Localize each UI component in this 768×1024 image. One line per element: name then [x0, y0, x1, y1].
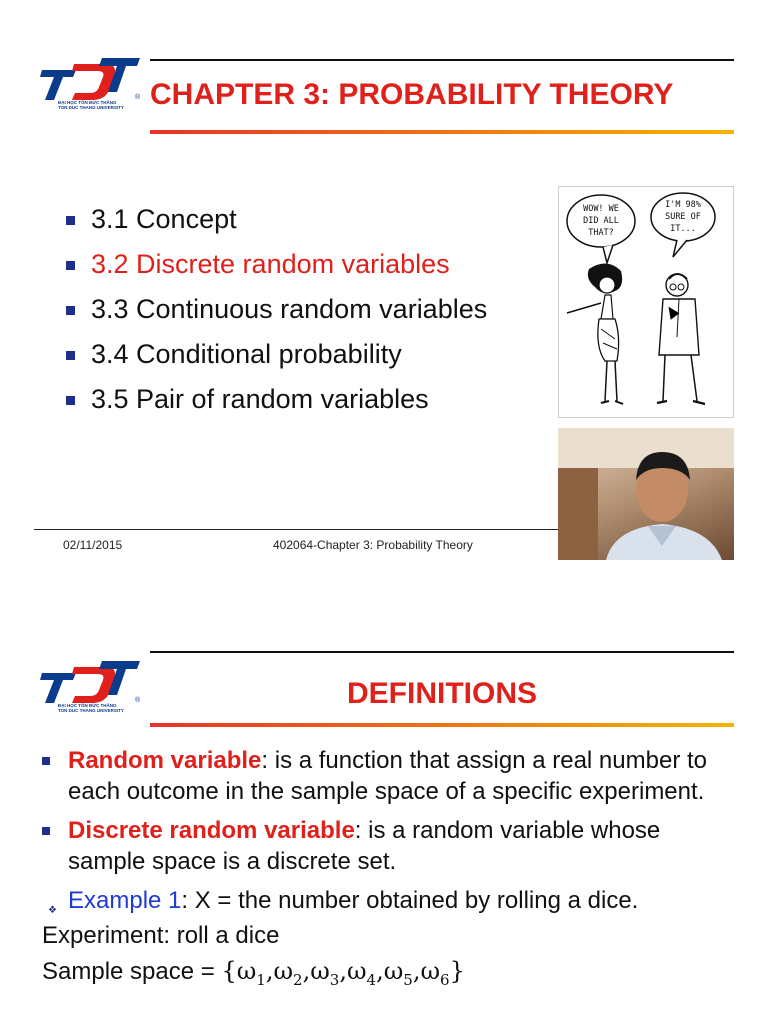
bubble-right-line-1: I'M 98% — [665, 200, 701, 210]
experiment-line: Experiment: roll a dice — [42, 922, 280, 949]
definition-text: : is a function that assign a real number to each outcome in the sample space of a specific experiment. — [68, 747, 707, 805]
bubble-left-line-3: THAT? — [588, 228, 614, 238]
cartoon-people-icon — [559, 187, 733, 417]
tdt-logo-mark-icon — [32, 653, 144, 703]
footer-date: 02/11/2015 — [63, 538, 123, 552]
omega-index: 4 — [366, 970, 377, 989]
square-bullet-icon — [42, 757, 50, 765]
square-bullet-icon — [66, 306, 75, 315]
tdt-logo-mark-icon — [32, 50, 144, 100]
title-rule-bottom — [150, 723, 734, 727]
omega-index: 3 — [329, 970, 340, 989]
sample-space-label: Sample space = — [42, 958, 215, 985]
definition-discrete-random-variable — [42, 815, 742, 877]
section-title: DEFINITIONS — [346, 677, 537, 710]
square-bullet-icon — [66, 261, 75, 270]
list-item-3-1 — [66, 197, 487, 242]
webcam-video — [558, 428, 734, 560]
footer-course-title: 402064-Chapter 3: Probability Theory — [273, 538, 473, 552]
university-name-vi: ĐẠI HỌC TÔN ĐỨC THẮNG — [58, 703, 117, 708]
sample-space-set: $\{\omega_1,\omega_2,\omega_3,\omega_4,\omega_5,\omega_6\}$ — [221, 957, 465, 989]
sample-space-line — [42, 956, 742, 996]
omega-index: 6 — [440, 970, 450, 989]
example-label: Example 1 — [68, 887, 182, 914]
bubble-left-line-1: WOW! WE — [583, 204, 619, 214]
square-bullet-icon — [66, 216, 75, 225]
square-bullet-icon — [66, 396, 75, 405]
university-name — [58, 703, 124, 713]
definition-term: Random variable — [68, 747, 262, 774]
title-rule-bottom — [150, 130, 734, 134]
list-item-3-2 — [66, 242, 487, 287]
title-rule-top — [150, 59, 734, 61]
square-bullet-icon — [42, 827, 50, 835]
list-item-3-4 — [66, 332, 487, 377]
example-1 — [42, 885, 742, 916]
university-name-en: TON DUC THANG UNIVERSITY — [58, 105, 124, 110]
diamond-bullet-icon: ❖ — [48, 905, 57, 916]
university-name — [58, 100, 124, 110]
footer-rule — [34, 529, 558, 530]
chapter-contents-list — [66, 197, 487, 422]
presenter-video-icon — [558, 428, 734, 560]
page-title: CHAPTER 3: PROBABILITY THEORY — [150, 78, 674, 111]
definition-random-variable — [42, 745, 742, 807]
definition-text: : is a random variable whose sample space is a discrete set. — [68, 817, 661, 875]
omega-index: 5 — [403, 970, 413, 989]
list-item-label: 3.5 Pair of random variables — [91, 384, 429, 414]
list-item-3-3 — [66, 287, 487, 332]
list-item-label: 3.4 Conditional probability — [91, 339, 402, 369]
university-name-en: TON DUC THANG UNIVERSITY — [58, 708, 124, 713]
registered-mark: ® — [135, 94, 141, 101]
bubble-left-line-2: DID ALL — [583, 216, 619, 226]
example-text: : X = the number obtained by rolling a dice. — [181, 887, 639, 914]
square-bullet-icon — [66, 351, 75, 360]
cartoon-illustration — [558, 186, 734, 418]
list-item-label: 3.2 Discrete random variables — [91, 249, 450, 279]
bubble-right-line-3: IT... — [670, 224, 696, 234]
list-item-label: 3.3 Continuous random variables — [91, 294, 488, 324]
list-item-label: 3.1 Concept — [91, 204, 237, 234]
title-rule-top — [150, 651, 734, 653]
university-name-vi: ĐẠI HỌC TÔN ĐỨC THẮNG — [58, 100, 117, 105]
list-item-3-5 — [66, 377, 487, 422]
omega-index: 2 — [293, 970, 303, 989]
tdtu-logo — [32, 50, 144, 122]
omega-index: 1 — [256, 970, 266, 989]
registered-mark: ® — [135, 697, 141, 704]
definition-term: Discrete random variable — [68, 817, 355, 844]
definitions-body — [42, 745, 742, 1001]
bubble-right-line-2: SURE OF — [665, 212, 701, 222]
tdtu-logo — [32, 653, 144, 725]
